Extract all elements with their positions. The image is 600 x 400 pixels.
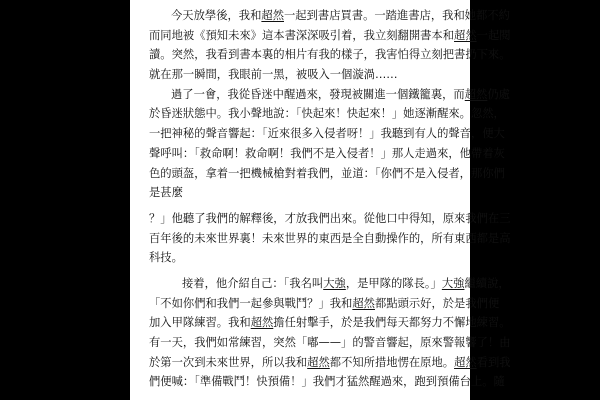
text-line: 於第一次到未來世界，所以我和超然都不知所措地愣在原地。超然看到我 <box>149 355 511 369</box>
text-line: 於昏迷狀態中。我小聲地說：「快起來！快起來！」她逐漸醒來。忽然， <box>149 107 505 121</box>
text-line: 「不如你們和我們一起參與戰鬥？」我和超然都點頭示好，於是我們便 <box>149 296 500 310</box>
text-line: 聲呼叫：「救命啊！救命啊！我們不是入侵者！」那人走過來，他帶着灰 <box>149 146 505 160</box>
text-line: 是甚麼 <box>149 186 183 200</box>
text-line: 們便喊：「準備戰鬥！快預備！」我們才猛然醒過來，跑到預備台上。隨 <box>149 375 505 389</box>
text-line: 讀。突然，我看到書本裏的相片有我的樣子，我害怕得立刻把書扔下來。 <box>149 48 511 62</box>
text-line: 而同地被《預知未來》這本書深深吸引着，我立刻翻開書本和超然一起閱 <box>149 28 511 42</box>
text-line: 過了一會，我從昏迷中醒過來，發現被關進一個鐵籠裏，而超然仍處 <box>171 87 510 101</box>
text-line: 加入甲隊練習。我和超然擔任射擊手，於是我們每天都努力不懈地練習。 <box>149 316 511 330</box>
text-line: 今天放學後，我和超然一起到書店買書。一踏進書店，我和她都不約 <box>171 9 510 22</box>
text-line: 接着，他介紹自己：「我名叫大強，是甲隊的隊長。」大強繼續說， <box>182 276 510 290</box>
story-text <box>149 6 511 392</box>
text-line: 百年後的未來世界裏！未來世界的東西是全自動操作的，所有東西都是高 <box>149 231 511 245</box>
document-page <box>130 0 511 400</box>
text-line: 就在那一瞬間，我眼前一黑，被吸入一個漩渦…… <box>149 68 398 82</box>
text-line: 一把神秘的聲音響起：「近來很多入侵者呀！」我聽到有人的聲音，便大 <box>149 127 505 141</box>
text-line: 科技。 <box>149 251 183 265</box>
text-line: ？」他聽了我們的解釋後，才放我們出來。從他口中得知，原來我們在三 <box>149 211 511 225</box>
text-line: 色的頭盔，拿着一把機械槍對着我們，並道：「你們不是入侵者，那你們 <box>149 166 505 180</box>
text-line: 有一天，我們如常練習，突然「嘟——」的警音響起，原來警報響了！由 <box>149 336 511 349</box>
